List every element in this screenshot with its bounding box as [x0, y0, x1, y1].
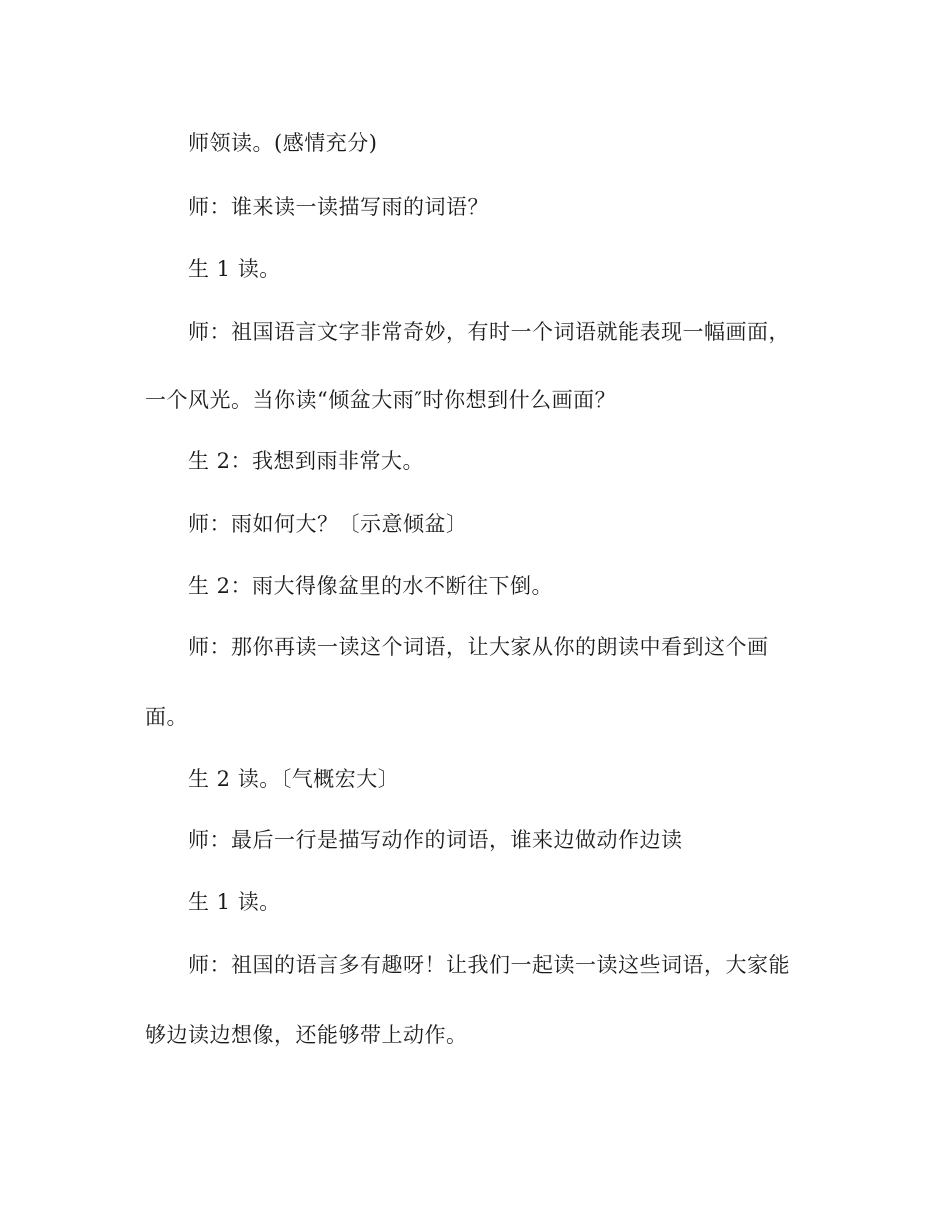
paragraph-line: 生 1 读。 — [188, 890, 281, 914]
paragraph-line: 一个风光。当你读“倾盆大雨″时你想到什么画面？ — [145, 388, 617, 412]
paragraph-line: 师：祖国语言文字非常奇妙，有时一个词语就能表现一幅画面， — [188, 320, 790, 344]
paragraph-line: 师：祖国的语言多有趣呀！让我们一起读一读这些词语，大家能 — [188, 953, 790, 977]
paragraph-line: 面。 — [145, 705, 188, 729]
paragraph-line: 够边读边想像，还能够带上动作。 — [145, 1023, 468, 1047]
paragraph-line: 师：谁来读一读描写雨的词语？ — [188, 195, 489, 219]
paragraph-line: 生 2 读。〔气概宏大〕 — [188, 767, 400, 791]
paragraph-line: 生 1 读。 — [188, 257, 281, 281]
paragraph-line: 师：最后一行是描写动作的词语，谁来边做动作边读 — [188, 828, 683, 852]
paragraph-line: 生 2：雨大得像盆里的水不断往下倒。 — [188, 574, 554, 598]
paragraph-line: 师领读。(感情充分) — [188, 131, 378, 155]
paragraph-line: 师：雨如何大？〔示意倾盆〕 — [188, 512, 468, 536]
paragraph-line: 师：那你再读一读这个词语，让大家从你的朗读中看到这个画 — [188, 635, 769, 659]
paragraph-line: 生 2：我想到雨非常大。 — [188, 449, 425, 473]
